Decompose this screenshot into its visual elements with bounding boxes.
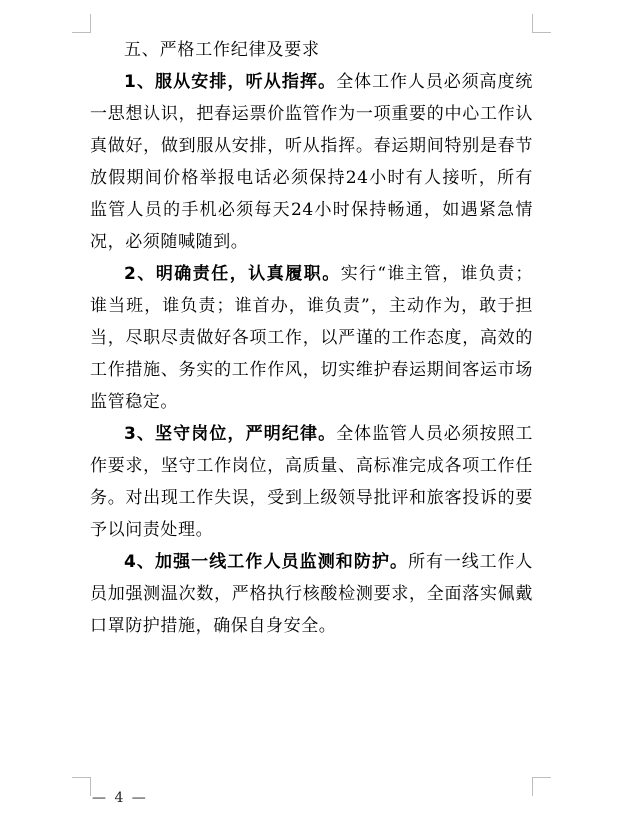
crop-mark-bottom-right	[532, 777, 551, 796]
paragraph-4	[90, 546, 533, 642]
page-number: — 4 —	[92, 790, 148, 806]
paragraph-3	[90, 418, 533, 546]
crop-mark-bottom-left	[72, 777, 91, 796]
crop-mark-top-left	[72, 14, 91, 33]
paragraph-1-body: 全体工作人员必须高度统一思想认识，把春运票价监管作为一项重要的中心工作认真做好，做到服从安排，听从指挥。春运期间特别是春节放假期间价格举报电话必须保持24小时有人接听，所有监管人员的手机必须每天24小时保持畅通，如遇紧急情况，必须随喊随到。	[90, 72, 533, 252]
section-heading: 五、严格工作纪律及要求	[124, 40, 320, 60]
paragraph-3-body: 全体监管人员必须按照工作要求，坚守工作岗位，高质量、高标准完成各项工作任务。对出现工作失误，受到上级领导批评和旅客投诉的要予以问责处理。	[90, 424, 533, 540]
paragraph-2-body: 实行“谁主管，谁负责；谁当班，谁负责；谁首办，谁负责”，主动作为，敢于担当，尽职尽责做好各项工作，以严谨的工作态度，高效的工作措施、务实的工作作风，切实维护春运期间客运市场监管稳定。	[90, 264, 533, 412]
crop-mark-top-right	[532, 14, 551, 33]
document-body	[90, 34, 533, 642]
paragraph-2	[90, 258, 533, 418]
paragraph-4-lead: 4、加强一线工作人员监测和防护。	[124, 552, 409, 572]
paragraph-3-lead: 3、坚守岗位，严明纪律。	[124, 424, 337, 444]
paragraph-1-lead: 1、服从安排，听从指挥。	[124, 72, 337, 92]
paragraph-4-body: 所有一线工作人员加强测温次数，严格执行核酸检测要求，全面落实佩戴口罩防护措施，确保自身安全。	[90, 552, 533, 636]
paragraph-2-lead: 2、明确责任，认真履职。	[124, 264, 341, 284]
paragraph-1	[90, 66, 533, 258]
